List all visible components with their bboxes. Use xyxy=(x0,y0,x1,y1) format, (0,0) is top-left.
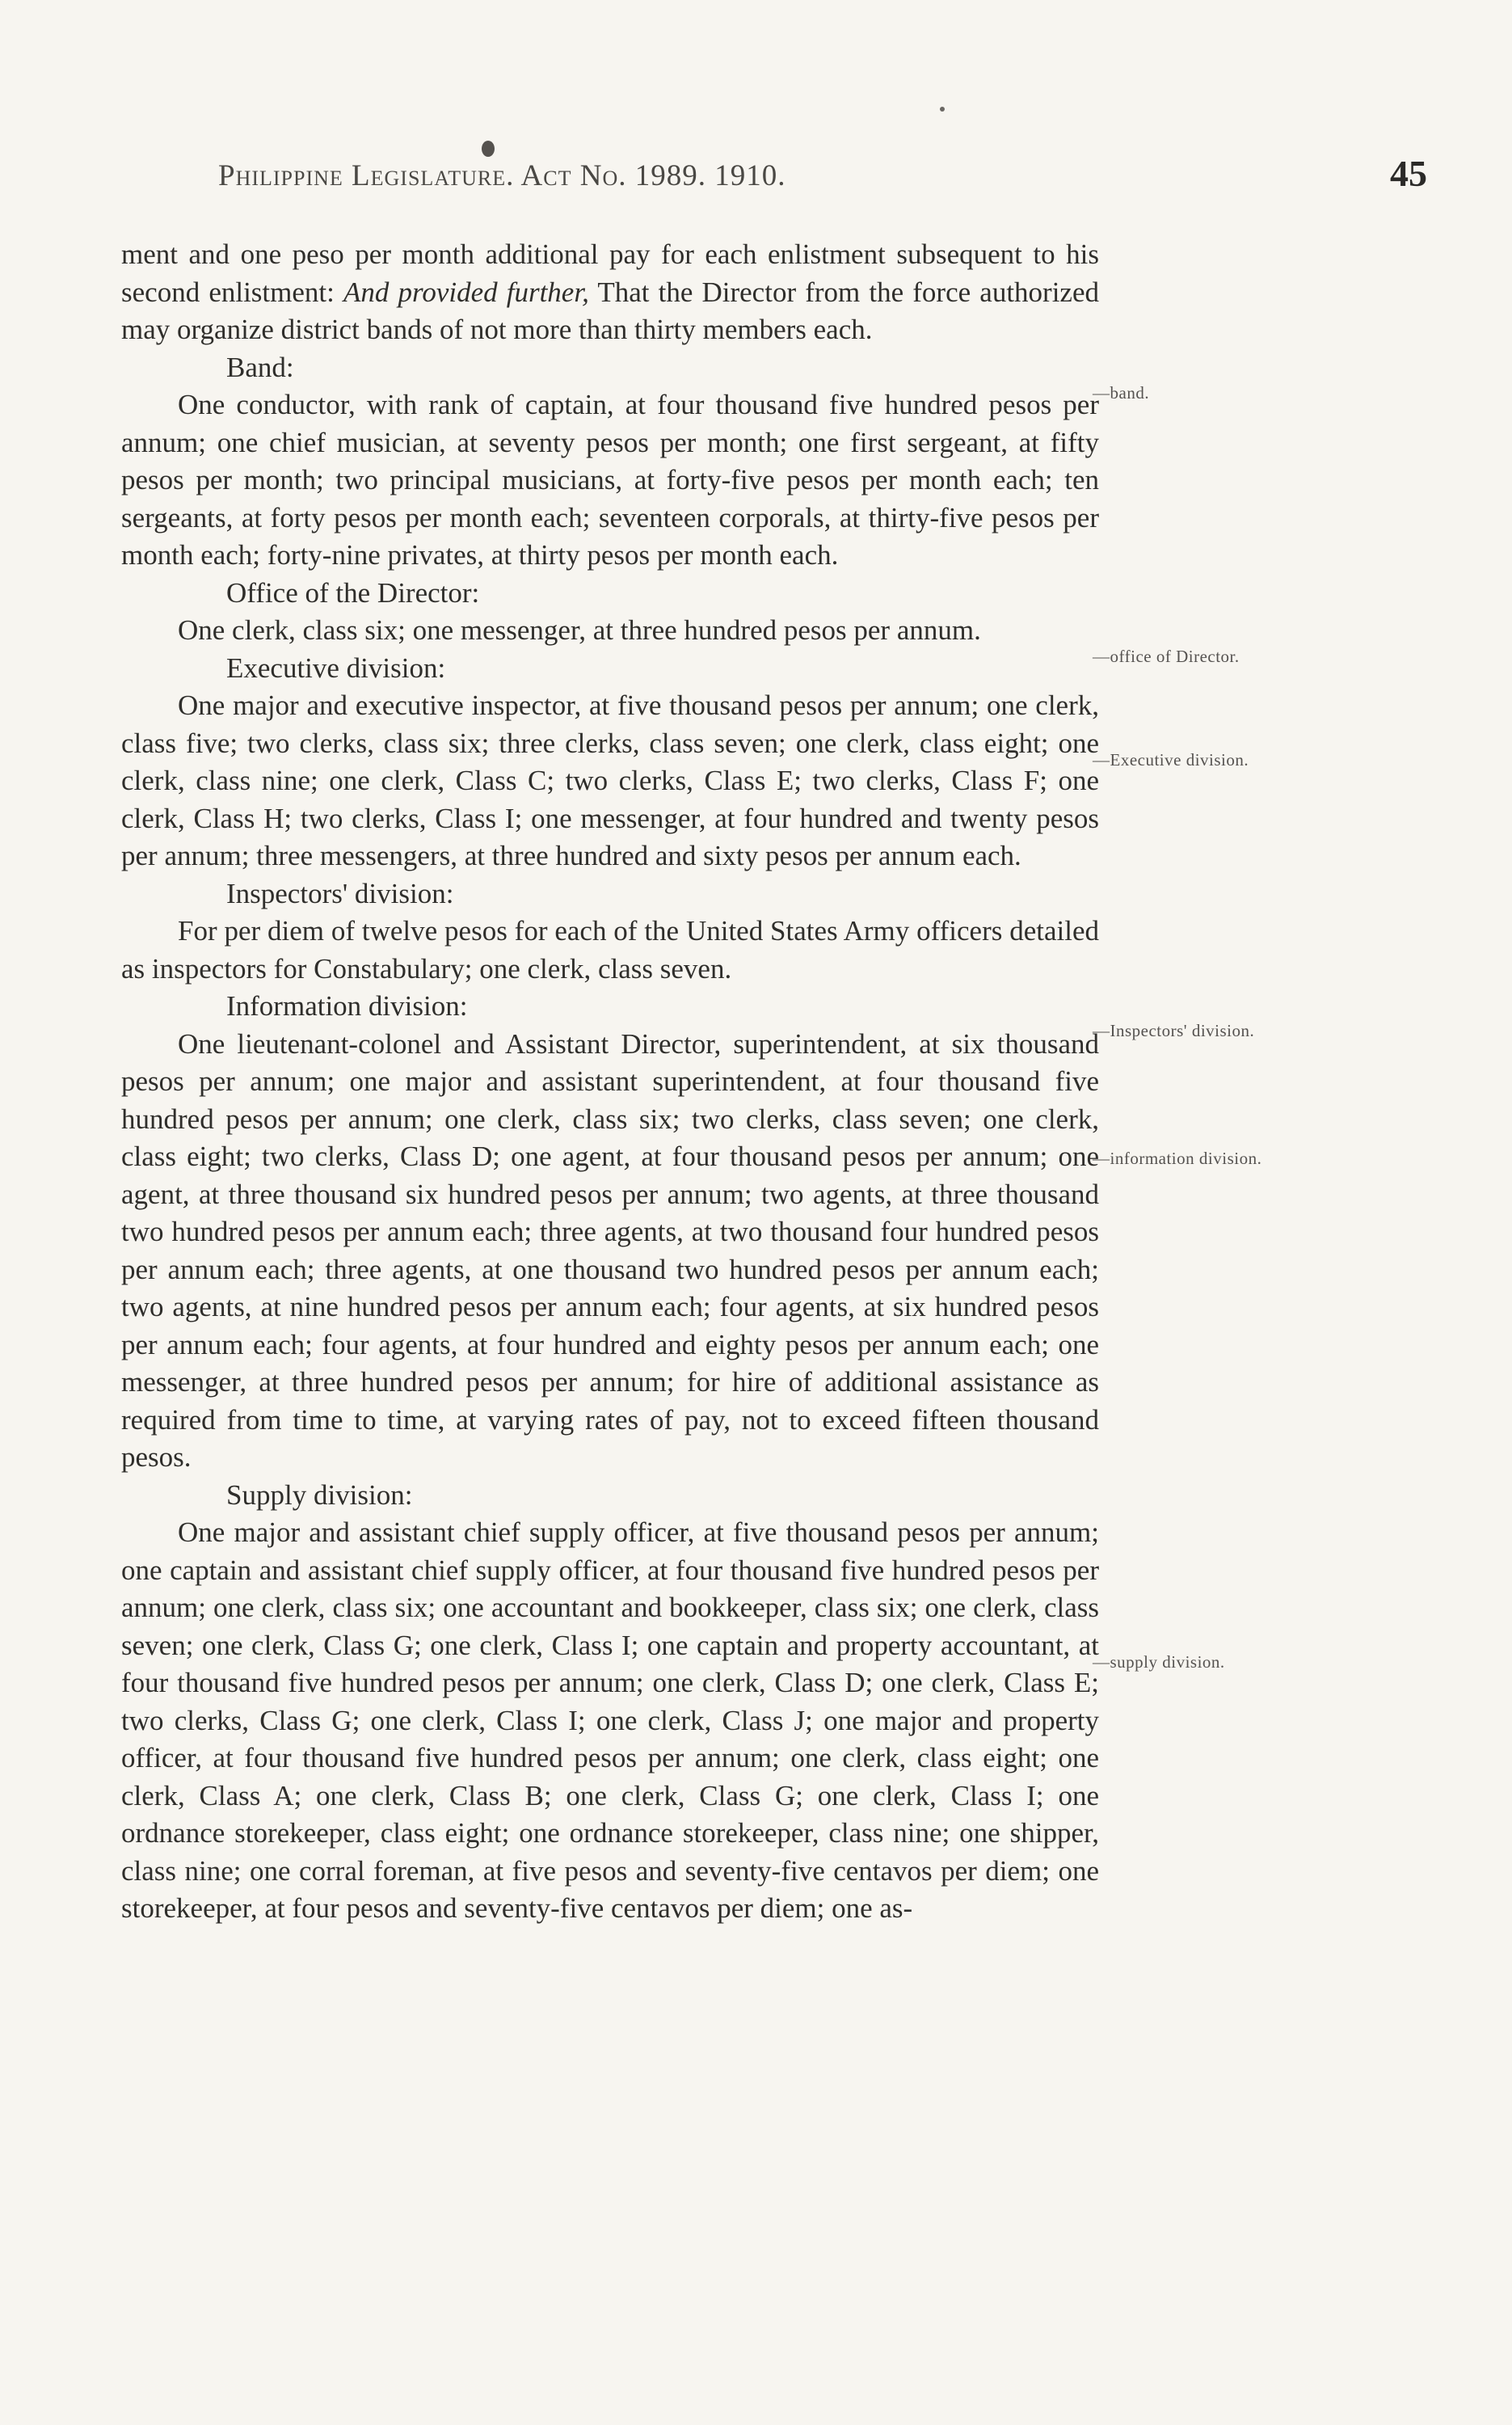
executive-heading: Executive division: xyxy=(226,652,446,684)
running-header: Philippine Legislature. Act No. 1989. 1910. xyxy=(218,159,786,192)
band-paragraph: One conductor, with rank of captain, at four thousand five hundred pesos per annum; one chief musician, at seventy pesos per month; one first sergeant, at fifty pesos per month; two principal musicians, at forty-five pesos per month each; ten sergeants, at forty pesos per month each; seventeen corporals, at thirty-five pesos per month each; forty-nine privates, at thirty pesos per month each. xyxy=(121,389,1099,571)
information-heading: Information division: xyxy=(226,990,468,1022)
executive-paragraph: One major and executive inspector, at five thousand pesos per annum; one clerk, class five; two clerks, class six; three clerks, class seven; one clerk, class eight; one clerk, class nine; one clerk, Class C; two clerks, Class E; two clerks, Class F; one clerk, Class H; two clerks, Class I; one messenger, at four hundred and twenty pesos per annum; three messengers, at three hundred and sixty pesos per annum each. xyxy=(121,690,1099,871)
margin-note-band: —band. xyxy=(1093,383,1150,403)
page-number: 45 xyxy=(1390,153,1427,194)
supply-paragraph: One major and assistant chief supply officer, at five thousand pesos per annum; one captain and assistant chief supply officer, at four thousand five hundred pesos per annum; one clerk, class six; one accountant and bookkeeper, class six; one clerk, class seven; one clerk, Class G; one clerk, Class I; one captain and property accountant, at four thousand five hundred pesos per annum; one clerk, Class D; one clerk, Class E; two clerks, Class G; one clerk, Class I; one clerk, Class J; one major and property officer, at four thousand five hundred pesos per annum; one clerk, class eight; one clerk, Class A; one clerk, Class B; one clerk, Class G; one clerk, Class I; one ordnance storekeeper, class eight; one ordnance storekeeper, class nine; one shipper, class nine; one corral foreman, at five pesos and seventy-five centavos per diem; one storekeeper, at four pesos and seventy-five centavos per diem; one as- xyxy=(121,1516,1099,1924)
margin-note-office: —office of Director. xyxy=(1093,647,1240,666)
act-body-text xyxy=(121,236,1099,1928)
inspectors-paragraph: For per diem of twelve pesos for each of the United States Army officers detailed as inspectors for Constabulary; one clerk, class seven. xyxy=(121,915,1099,985)
margin-note-supply: —supply division. xyxy=(1093,1652,1225,1672)
margin-note-information: —information division. xyxy=(1093,1149,1262,1168)
band-heading: Band: xyxy=(226,351,294,383)
office-paragraph: One clerk, class six; one messenger, at three hundred pesos per annum. xyxy=(178,614,981,646)
office-heading: Office of the Director: xyxy=(226,576,480,609)
proviso-phrase: And provided further, xyxy=(343,276,589,308)
supply-heading: Supply division: xyxy=(226,1478,413,1511)
margin-note-inspectors: —Inspectors' division. xyxy=(1093,1021,1255,1040)
margin-note-executive: —Executive division. xyxy=(1093,750,1249,770)
information-paragraph: One lieutenant-colonel and Assistant Director, superintendent, at six thousand pesos per annum; one major and assistant superintendent, at four thousand five hundred pesos per annum; one clerk, class six; two clerks, class seven; one clerk, class eight; two clerks, Class D; one agent, at four thousand pesos per annum; one agent, at three thousand six hundred pesos per annum; two agents, at three thousand two hundred pesos per annum each; three agents, at two thousand four hundred pesos per annum each; three agents, at one thousand two hundred pesos per annum each; two agents, at nine hundred pesos per annum each; four agents, at six hundred pesos per annum each; four agents, at four hundred and eighty pesos per annum each; one messenger, at three hundred pesos per annum; for hire of additional assistance as required from time to time, at varying rates of pay, not to exceed fifteen thousand pesos. xyxy=(121,1027,1099,1473)
ink-speck xyxy=(940,107,945,112)
continuation-paragraph: ment and one peso per month additional pay for each enlistment subsequent to his second enlistment: And provided further, That the Director from the force authorized may organize district bands of not more than thirty members each. xyxy=(121,238,1099,345)
ink-speck xyxy=(482,141,495,157)
inspectors-heading: Inspectors' division: xyxy=(226,877,454,909)
